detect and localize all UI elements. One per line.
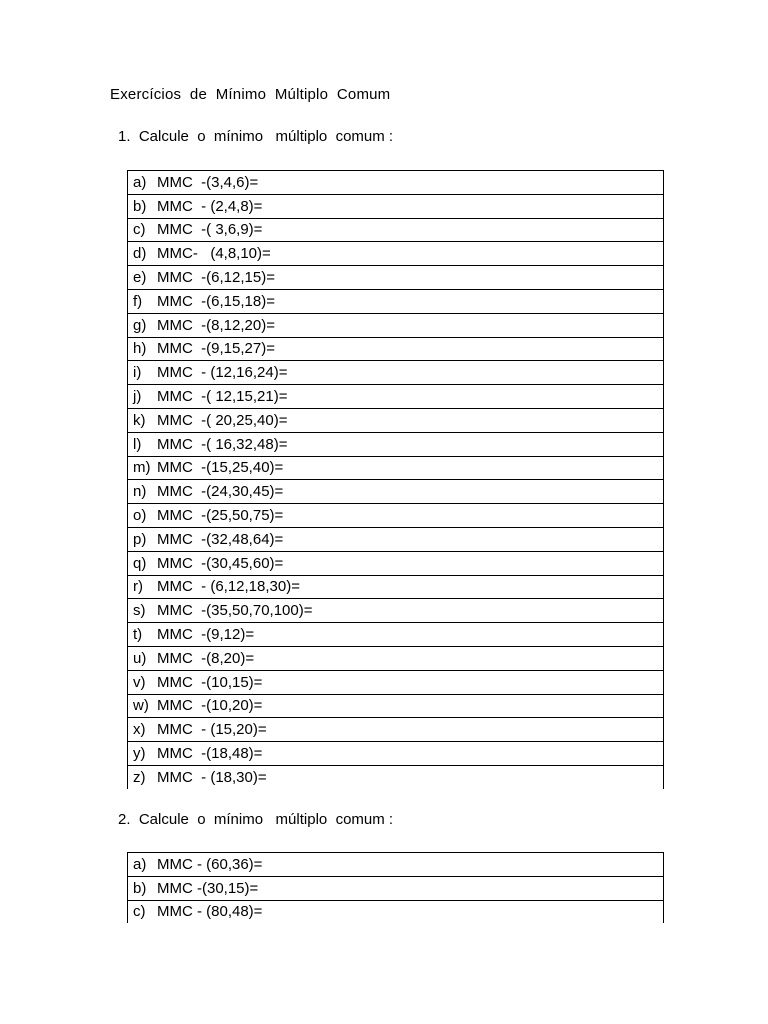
item-letter: v) xyxy=(133,673,146,691)
item-letter: e) xyxy=(133,269,147,287)
item-letter: u) xyxy=(133,649,147,667)
item-letter: g) xyxy=(133,316,147,334)
table-row xyxy=(127,741,664,765)
exercise-1-heading: 1. Calcule o mínimo múltiplo comum : xyxy=(118,128,394,145)
item-expression: MMC -(15,25,40)= xyxy=(157,459,284,477)
item-letter: i) xyxy=(133,364,142,382)
table-row xyxy=(127,646,664,670)
item-expression: MMC -(3,4,6)= xyxy=(157,173,259,191)
table-row xyxy=(127,503,664,527)
item-expression: MMC -(30,15)= xyxy=(157,879,259,897)
item-letter: j) xyxy=(133,388,142,406)
item-expression: MMC -(9,15,27)= xyxy=(157,340,275,358)
item-letter: l) xyxy=(133,435,142,453)
item-expression: MMC - (18,30)= xyxy=(157,768,267,786)
item-letter: z) xyxy=(133,768,146,786)
item-expression: MMC - (6,12,18,30)= xyxy=(157,578,300,596)
table-row xyxy=(127,218,664,242)
item-letter: c) xyxy=(133,221,146,239)
item-letter: k) xyxy=(133,411,146,429)
item-letter: a) xyxy=(133,855,147,873)
item-expression: MMC -(35,50,70,100)= xyxy=(157,602,313,620)
item-letter: d) xyxy=(133,245,147,263)
item-letter: n) xyxy=(133,483,147,501)
table-row xyxy=(127,765,664,789)
item-expression: MMC -( 16,32,48)= xyxy=(157,435,288,453)
table-row xyxy=(127,900,664,924)
item-letter: h) xyxy=(133,340,147,358)
item-expression: MMC -(25,50,75)= xyxy=(157,507,284,525)
exercise-1-table xyxy=(127,170,664,789)
table-row xyxy=(127,551,664,575)
table-row xyxy=(127,337,664,361)
table-row xyxy=(127,194,664,218)
item-letter: f) xyxy=(133,292,143,310)
item-expression: MMC -(32,48,64)= xyxy=(157,530,284,548)
item-letter: w) xyxy=(133,697,149,715)
table-row xyxy=(127,360,664,384)
item-expression: MMC - (60,36)= xyxy=(157,855,263,873)
item-expression: MMC - (15,20)= xyxy=(157,721,267,739)
table-row xyxy=(127,384,664,408)
table-row xyxy=(127,479,664,503)
item-expression: MMC - (12,16,24)= xyxy=(157,364,288,382)
item-letter: s) xyxy=(133,602,146,620)
item-expression: MMC -(24,30,45)= xyxy=(157,483,284,501)
table-row xyxy=(127,265,664,289)
item-letter: o) xyxy=(133,507,147,525)
item-letter: b) xyxy=(133,197,147,215)
item-letter: c) xyxy=(133,903,146,921)
item-letter: x) xyxy=(133,721,146,739)
item-letter: y) xyxy=(133,745,146,763)
item-expression: MMC -(10,20)= xyxy=(157,697,263,715)
document-title: Exercícios de Mínimo Múltiplo Comum xyxy=(110,86,391,103)
table-row xyxy=(127,598,664,622)
item-letter: r) xyxy=(133,578,143,596)
exercise-2-heading: 2. Calcule o mínimo múltiplo comum : xyxy=(118,811,394,828)
table-row xyxy=(127,876,664,900)
item-letter: t) xyxy=(133,626,143,644)
item-letter: a) xyxy=(133,173,147,191)
item-letter: m) xyxy=(133,459,151,477)
item-expression: MMC- (4,8,10)= xyxy=(157,245,271,263)
table-row xyxy=(127,670,664,694)
item-expression: MMC -(8,12,20)= xyxy=(157,316,275,334)
item-letter: q) xyxy=(133,554,147,572)
table-row xyxy=(127,622,664,646)
table-row xyxy=(127,408,664,432)
exercise-2-table xyxy=(127,852,664,923)
item-expression: MMC - (80,48)= xyxy=(157,903,263,921)
table-row xyxy=(127,717,664,741)
table-row xyxy=(127,289,664,313)
item-letter: b) xyxy=(133,879,147,897)
table-row xyxy=(127,170,664,194)
item-letter: p) xyxy=(133,530,147,548)
table-row xyxy=(127,456,664,480)
table-row xyxy=(127,241,664,265)
item-expression: MMC -(8,20)= xyxy=(157,649,255,667)
item-expression: MMC -(6,15,18)= xyxy=(157,292,275,310)
item-expression: MMC -(6,12,15)= xyxy=(157,269,275,287)
table-row xyxy=(127,575,664,599)
table-row xyxy=(127,432,664,456)
item-expression: MMC -(10,15)= xyxy=(157,673,263,691)
table-row xyxy=(127,527,664,551)
table-row xyxy=(127,694,664,718)
item-expression: MMC -( 3,6,9)= xyxy=(157,221,263,239)
item-expression: MMC -( 20,25,40)= xyxy=(157,411,288,429)
item-expression: MMC -(9,12)= xyxy=(157,626,255,644)
item-expression: MMC - (2,4,8)= xyxy=(157,197,263,215)
table-row xyxy=(127,852,664,876)
item-expression: MMC -( 12,15,21)= xyxy=(157,388,288,406)
table-row xyxy=(127,313,664,337)
item-expression: MMC -(30,45,60)= xyxy=(157,554,284,572)
item-expression: MMC -(18,48)= xyxy=(157,745,263,763)
